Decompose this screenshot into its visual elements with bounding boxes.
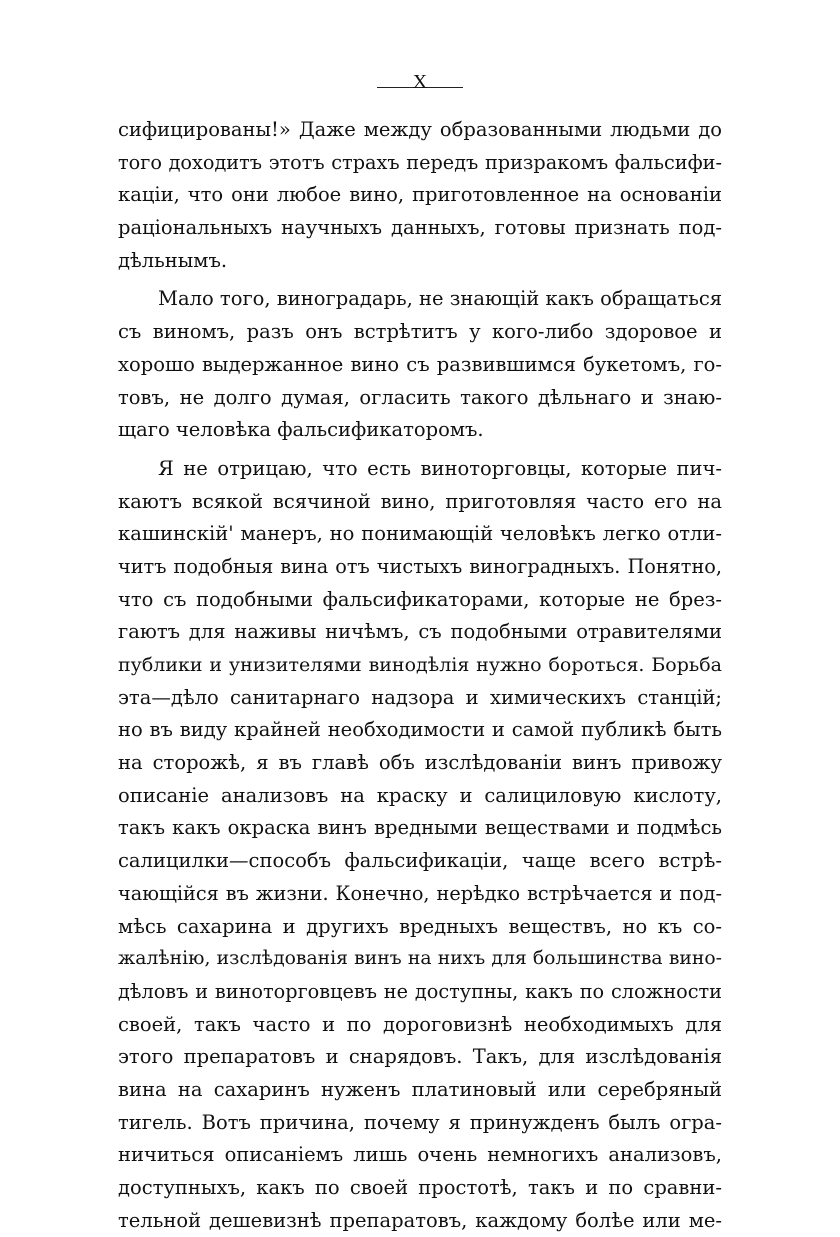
text-line: каціи, что они любое вино, приготовленное на основаніи <box>118 183 722 207</box>
text-line: но въ виду крайней необходимости и самой публикѣ быть <box>118 718 722 742</box>
text-line: эта—дѣло санитарнаго надзора и химическихъ станцій; <box>118 685 722 709</box>
text-line: этого препаратовъ и снарядовъ. Такъ, для изслѣдованія <box>118 1045 722 1069</box>
text-line: дѣловъ и виноторговцевъ не доступны, какъ по сложности <box>118 979 722 1003</box>
text-line: дѣльнымъ. <box>118 248 228 272</box>
text-line: ничиться описаніемъ лишь очень немногихъ анализовъ, <box>118 1143 722 1167</box>
text-line: того доходитъ этотъ страхъ передъ призракомъ фальсифи- <box>118 150 722 174</box>
page-number: X <box>412 71 428 93</box>
text-line: хорошо выдержанное вино съ развившимся букетомъ, го- <box>118 352 722 376</box>
text-line: тигель. Вотъ причина, почему я принужденъ былъ огра- <box>118 1110 722 1134</box>
page-number-header <box>0 70 840 93</box>
text-line: что съ подобными фальсификаторами, которые не брез- <box>118 587 722 611</box>
text-line: салицилки—способъ фальсификаціи, чаще всего встрѣ- <box>118 849 722 873</box>
text-line: тельной дешевизнѣ препаратовъ, каждому болѣе или ме- <box>118 1208 722 1232</box>
text-line: вина на сахаринъ нуженъ платиновый или серебряный <box>118 1077 722 1101</box>
text-line: Я не отрицаю, что есть виноторговцы, которые пич- <box>158 456 722 480</box>
text-line: читъ подобныя вина отъ чистыхъ виноградныхъ. Понятно, <box>118 554 722 578</box>
text-line: съ виномъ, разъ онъ встрѣтитъ у кого-либо здоровое и <box>118 320 722 344</box>
text-line: мѣсь сахарина и другихъ вредныхъ веществъ, но къ со- <box>118 914 722 938</box>
text-line: доступныхъ, какъ по своей простотѣ, такъ и по сравни- <box>118 1176 722 1199</box>
text-line: жалѣнію, изслѣдованія винъ на нихъ для большинства вино- <box>118 948 722 970</box>
text-line: щаго человѣка фальсификаторомъ. <box>118 418 484 442</box>
text-line: своей, такъ часто и по дороговизнѣ необходимыхъ для <box>118 1012 722 1036</box>
body-text <box>118 114 722 1237</box>
text-line: кашинскій' манеръ, но понимающій человѣкъ легко отли- <box>118 522 722 546</box>
text-line: такъ какъ окраска винъ вредными веществами и подмѣсь <box>118 816 722 840</box>
text-line: на сторожѣ, я въ главѣ объ изслѣдованіи винъ привожу <box>118 751 722 775</box>
text-line: каютъ всякой всячиной вино, приготовляя часто его на <box>118 489 722 513</box>
text-line: раціональныхъ научныхъ данныхъ, готовы признать под- <box>118 216 722 240</box>
text-line: товъ, не долго думая, огласить такого дѣльнаго и знаю- <box>118 385 722 409</box>
text-line: чающійся въ жизни. Конечно, нерѣдко встрѣчается и под- <box>118 881 722 905</box>
text-line: описаніе анализовъ на краску и салициловую кислоту, <box>118 783 722 807</box>
text-line: сифицированы!» Даже между образованными людьми до <box>118 118 722 141</box>
text-line: гаютъ для наживы ничѣмъ, съ подобными отравителями <box>118 620 722 644</box>
text-line: публики и унизителями винодѣлія нужно бороться. Борьба <box>118 654 722 676</box>
text-line: Мало того, виноградарь, не знающій какъ обращаться <box>158 287 722 311</box>
